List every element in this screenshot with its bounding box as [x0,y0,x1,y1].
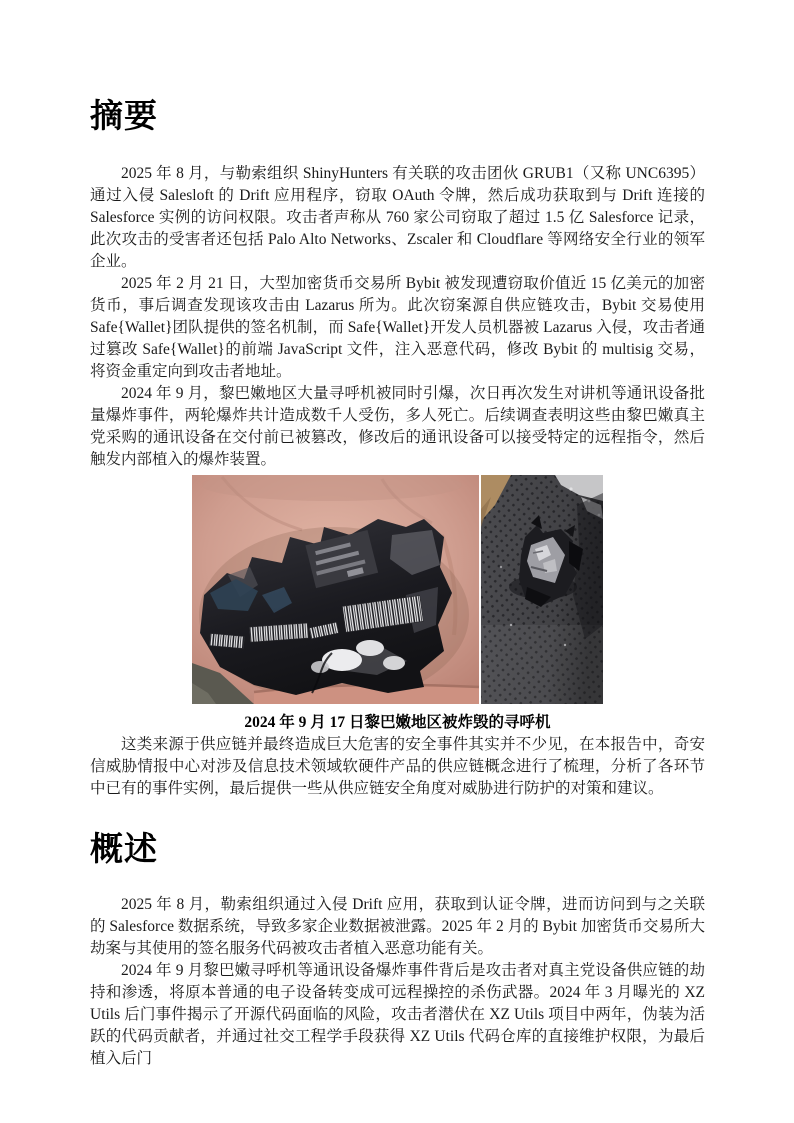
photo-hand-holding-pager [192,475,479,704]
destroyed-pagers-photo [192,475,603,704]
figure-destroyed-pagers [192,475,603,704]
section-heading-summary: 摘要 [90,99,158,135]
photo-fragment-on-fabric [481,475,603,704]
summary-paragraph-3: 2024 年 9 月，黎巴嫩地区大量寻呼机被同时引爆，次日再次发生对讲机等通讯设备批量爆炸事件，两轮爆炸共计造成数千人受伤，多人死亡。后续调查表明这些由黎巴嫩真主党采购的通讯设备在交付前已被篡改，修改后的通讯设备可以接受特定的远程指令，然后触发内部植入的爆炸装置。 [90,385,705,468]
overview-paragraph-1: 2025 年 8 月，勒索组织通过入侵 Drift 应用，获取到认证令牌，进而访问到与之关联的 Salesforce 数据系统，导致多家企业数据被泄露。2025 年 2 月的 Bybit 加密货币交易所大劫案与其使用的签名服务代码被攻击者植入恶意功能有关。 [90,896,705,957]
summary-paragraph-2: 2025 年 2 月 21 日，大型加密货币交易所 Bybit 被发现遭窃取价值近 15 亿美元的加密货币，事后调查发现该攻击由 Lazarus 所为。此次窃案源自供应链攻击，Bybit 交易使用 Safe{Wallet}团队提供的签名机制，而 Safe{Wallet}开发人员机器被 Lazarus 入侵，攻击者通过篡改 Safe{Wallet}的前端 JavaScript 文件，注入恶意代码，修改 Bybit 的 multisig 交易，将资金重定向到攻击者地址。 [90,275,705,380]
section-heading-overview: 概述 [90,832,158,868]
summary-paragraph-1: 2025 年 8 月，与勒索组织 ShinyHunters 有关联的攻击团伙 GRUB1（又称 UNC6395）通过入侵 Salesloft 的 Drift 应用程序，窃取 OAuth 令牌，然后成功获取到与 Drift 连接的 Salesforce 实例的访问权限。攻击者声称从 760 家公司窃取了超过 1.5 亿 Salesforce 记录，此次攻击的受害者还包括 Palo Alto Networks、Zscaler 和 Cloudflare 等网络安全行业的领军企业。 [90,165,705,270]
overview-paragraph-2: 2024 年 9 月黎巴嫩寻呼机等通讯设备爆炸事件背后是攻击者对真主党设备供应链的劫持和渗透，将原本普通的电子设备转变成可远程操控的杀伤武器。2024 年 3 月曝光的 XZ Utils 后门事件揭示了开源代码面临的风险，攻击者潜伏在 XZ Utils 项目中两年，伪装为活跃的代码贡献者，并通过社交工程学手段获得 XZ Utils 代码仓库的直接维护权限，为最后植入后门 [90,962,705,1067]
summary-paragraph-4: 这类来源于供应链并最终造成巨大危害的安全事件其实并不少见，在本报告中，奇安信威胁情报中心对涉及信息技术领域软硬件产品的供应链概念进行了梳理，分析了各环节中已有的事件实例，最后提供一些从供应链安全角度对威胁进行防护的对策和建议。 [90,736,705,797]
figure-caption: 2024 年 9 月 17 日黎巴嫩地区被炸毁的寻呼机 [244,714,551,731]
